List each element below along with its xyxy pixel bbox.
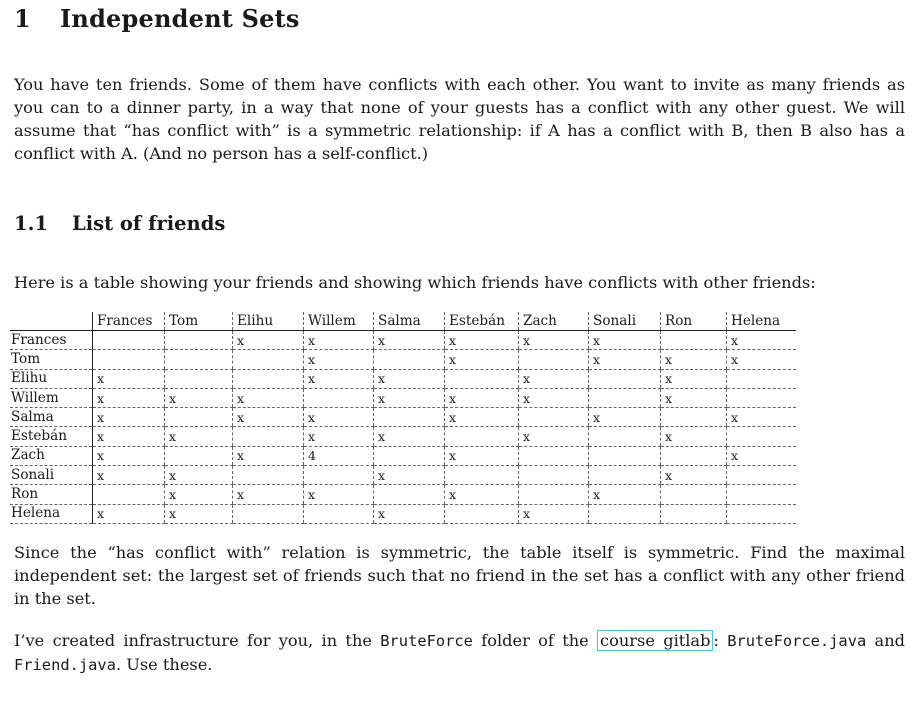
table-cell <box>589 466 661 485</box>
table-cell: x <box>93 466 165 485</box>
table-cell: x <box>445 485 519 504</box>
row-header: Salma <box>10 408 93 427</box>
table-cell <box>445 369 519 388</box>
table-cell: x <box>374 369 445 388</box>
folder-name: BruteForce <box>380 632 473 650</box>
subsection-heading <box>14 212 225 235</box>
table-cell <box>519 446 589 465</box>
table-cell <box>374 485 445 504</box>
table-cell <box>93 485 165 504</box>
table-cell: x <box>165 504 233 523</box>
table-cell: x <box>589 408 661 427</box>
column-header: Sonali <box>589 312 661 331</box>
table-cell: x <box>233 388 304 407</box>
table-cell: x <box>519 427 589 446</box>
table-cell: x <box>93 504 165 523</box>
section-title: Independent Sets <box>60 4 300 33</box>
table-cell <box>661 446 727 465</box>
section-number: 1 <box>14 4 31 33</box>
table-cell: x <box>445 350 519 369</box>
table-cell: x <box>519 369 589 388</box>
infra-text-and: and <box>866 631 905 650</box>
table-cell: x <box>661 466 727 485</box>
table-cell: x <box>233 446 304 465</box>
subsection-title: List of friends <box>72 212 226 235</box>
conflict-table <box>10 312 796 524</box>
table-cell: x <box>93 388 165 407</box>
table-cell: x <box>233 408 304 427</box>
table-cell: x <box>304 331 374 350</box>
file-friend-java: Friend.java <box>14 656 116 674</box>
table-cell: x <box>589 331 661 350</box>
table-cell: x <box>93 446 165 465</box>
table-cell: x <box>445 408 519 427</box>
table-cell <box>374 446 445 465</box>
row-header: Elihu <box>10 369 93 388</box>
table-cell <box>374 350 445 369</box>
table-cell <box>445 466 519 485</box>
table-cell <box>165 350 233 369</box>
column-header: Salma <box>374 312 445 331</box>
column-header: Ron <box>661 312 727 331</box>
table-cell <box>165 369 233 388</box>
row-header: Frances <box>10 331 93 350</box>
table-cell <box>233 466 304 485</box>
row-header: Estebán <box>10 427 93 446</box>
table-cell <box>727 466 797 485</box>
column-header: Tom <box>165 312 233 331</box>
table-cell: x <box>445 331 519 350</box>
table-cell <box>304 466 374 485</box>
infra-text-after-link: : <box>713 631 728 650</box>
table-cell: x <box>519 388 589 407</box>
table-body <box>10 331 796 524</box>
row-header: Willem <box>10 388 93 407</box>
table-cell: x <box>519 331 589 350</box>
table-row <box>10 350 796 369</box>
table-cell <box>233 427 304 446</box>
table-row <box>10 427 796 446</box>
table-cell <box>165 331 233 350</box>
table-cell <box>661 485 727 504</box>
table-cell <box>661 504 727 523</box>
column-header: Willem <box>304 312 374 331</box>
table-cell <box>727 504 797 523</box>
column-header: Frances <box>93 312 165 331</box>
course-gitlab-link[interactable]: course gitlab <box>597 630 713 651</box>
column-header: Helena <box>727 312 797 331</box>
table-cell: x <box>165 485 233 504</box>
intro-paragraph: You have ten friends. Some of them have conflicts with each other. You want to invite as many friends as you can to a dinner party, in a way that none of your guests has a conflict with any other guest. We will assume that “has conflict with” is a symmetric relationship: if A has a conflict with B, then B also has a conflict with A. (And no person has a self-conflict.) <box>14 75 905 163</box>
table-cell: x <box>374 466 445 485</box>
table-cell: x <box>304 427 374 446</box>
table-row <box>10 408 796 427</box>
table-cell <box>93 350 165 369</box>
table-cell: x <box>519 504 589 523</box>
table-cell <box>589 427 661 446</box>
table-cell <box>727 485 797 504</box>
table-cell: x <box>304 485 374 504</box>
table-cell <box>93 331 165 350</box>
table-cell: x <box>727 350 797 369</box>
table-corner <box>10 312 93 331</box>
column-header: Estebán <box>445 312 519 331</box>
table-cell <box>445 427 519 446</box>
table-cell <box>661 331 727 350</box>
table-cell: x <box>165 427 233 446</box>
table-intro-paragraph: Here is a table showing your friends and showing which friends have conflicts with other friends: <box>14 273 816 292</box>
table-cell <box>727 427 797 446</box>
table-cell <box>519 466 589 485</box>
table-cell: x <box>374 427 445 446</box>
table-cell: x <box>589 485 661 504</box>
table-cell <box>519 408 589 427</box>
table-cell: 4 <box>304 446 374 465</box>
after-table-paragraph: Since the “has conflict with” relation is symmetric, the table itself is symmetric. Find the maximal independent set: the largest set of friends such that no friend in the set has a conflict with any other friend in the set. <box>14 543 905 608</box>
table-cell <box>304 388 374 407</box>
table-cell <box>727 388 797 407</box>
table-cell: x <box>93 369 165 388</box>
infra-text-middle: folder of the <box>472 631 598 650</box>
table-cell <box>727 369 797 388</box>
table-cell: x <box>165 388 233 407</box>
table-cell: x <box>727 408 797 427</box>
table-cell <box>519 485 589 504</box>
table-cell: x <box>374 504 445 523</box>
table-row <box>10 446 796 465</box>
table-row <box>10 504 796 523</box>
table-cell: x <box>93 427 165 446</box>
table-row <box>10 331 796 350</box>
table-cell: x <box>445 446 519 465</box>
table-cell <box>589 369 661 388</box>
table-cell: x <box>304 369 374 388</box>
section-heading <box>14 4 300 33</box>
table-cell <box>165 408 233 427</box>
table-cell: x <box>661 369 727 388</box>
table-cell: x <box>93 408 165 427</box>
infra-text-before: I’ve created infrastructure for you, in the <box>14 631 381 650</box>
table-row <box>10 466 796 485</box>
table-cell <box>589 388 661 407</box>
file-bruteforce-java: BruteForce.java <box>727 632 867 650</box>
table-cell <box>233 350 304 369</box>
row-header: Ron <box>10 485 93 504</box>
table-cell: x <box>374 388 445 407</box>
subsection-number: 1.1 <box>14 212 48 235</box>
table-cell: x <box>727 331 797 350</box>
table-cell: x <box>445 388 519 407</box>
table-row <box>10 388 796 407</box>
table-cell <box>589 446 661 465</box>
table-cell <box>233 504 304 523</box>
column-header: Elihu <box>233 312 304 331</box>
row-header: Tom <box>10 350 93 369</box>
row-header: Sonali <box>10 466 93 485</box>
table-cell <box>661 408 727 427</box>
table-cell <box>233 369 304 388</box>
infra-text-end: . Use these. <box>115 655 213 674</box>
table-cell: x <box>374 331 445 350</box>
table-cell: x <box>165 466 233 485</box>
table-cell <box>165 446 233 465</box>
table-cell <box>519 350 589 369</box>
table-cell <box>589 504 661 523</box>
table-cell: x <box>661 350 727 369</box>
table-row <box>10 485 796 504</box>
infrastructure-paragraph <box>14 629 905 677</box>
table-header-row <box>10 312 796 331</box>
table-cell: x <box>233 331 304 350</box>
table-cell <box>374 408 445 427</box>
table-cell: x <box>304 408 374 427</box>
table-cell: x <box>661 427 727 446</box>
table-row <box>10 369 796 388</box>
table-cell: x <box>589 350 661 369</box>
table-cell: x <box>727 446 797 465</box>
table-cell: x <box>304 350 374 369</box>
column-header: Zach <box>519 312 589 331</box>
row-header: Zach <box>10 446 93 465</box>
table-cell <box>304 504 374 523</box>
table-cell: x <box>661 388 727 407</box>
table-cell: x <box>233 485 304 504</box>
row-header: Helena <box>10 504 93 523</box>
table-cell <box>445 504 519 523</box>
